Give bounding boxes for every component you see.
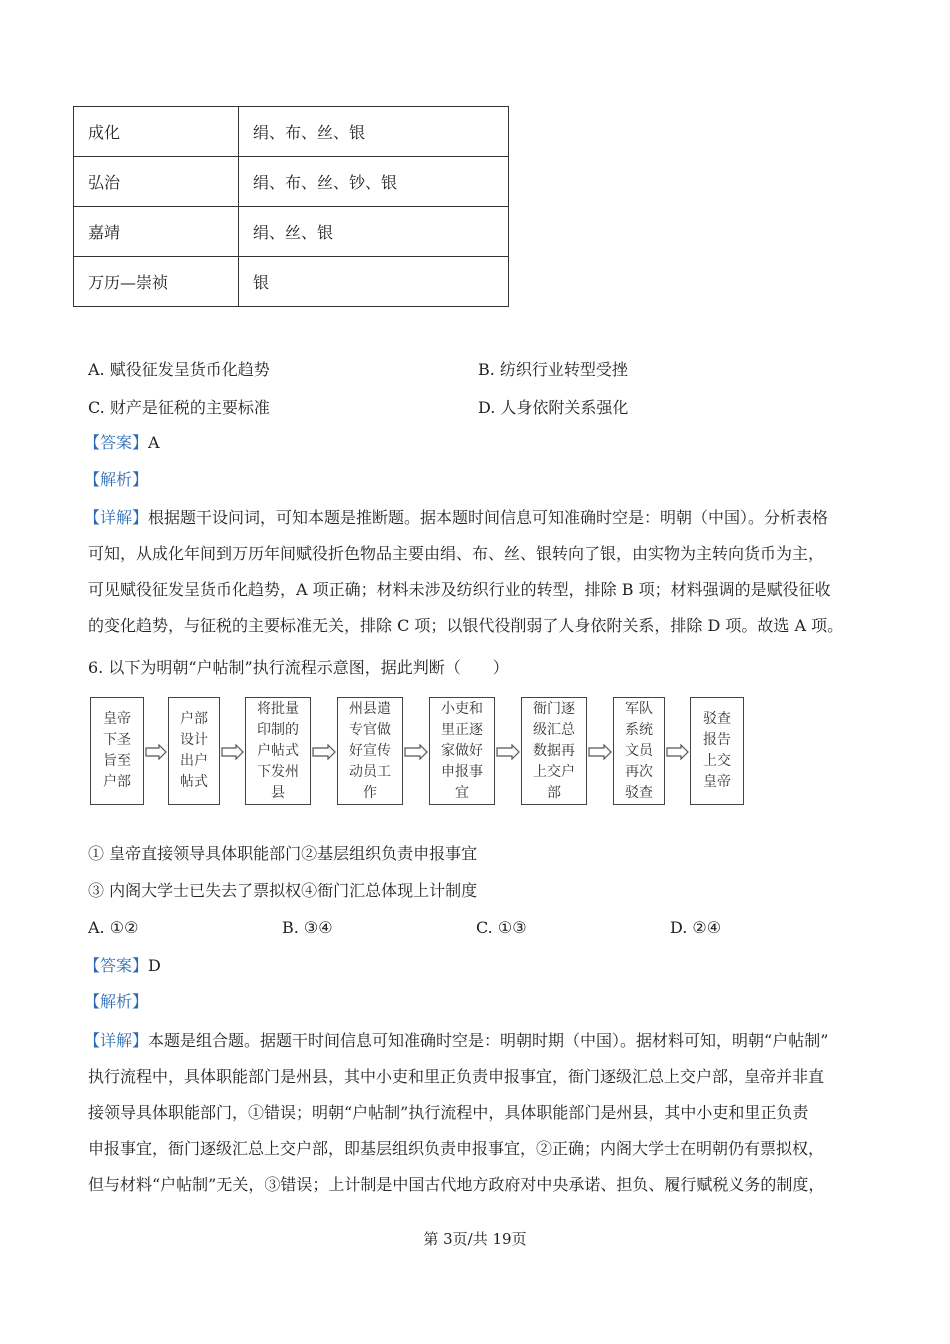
q6-option-a: A. ①② — [88, 918, 139, 937]
items-cell: 绢、丝、银 — [239, 207, 509, 257]
q6-option-c: C. ①③ — [476, 918, 527, 937]
flow-step-box — [90, 697, 144, 805]
q6-answer-value: D — [148, 956, 161, 975]
q5-detail-line: 根据题干设问词，可知本题是推断题。据本题时间信息可知准确时空是：明朝（中国）。分析表格 — [148, 508, 829, 527]
flow-step-text: 设计 — [180, 732, 208, 748]
page-footer: 第 3页/共 19页 — [423, 1230, 527, 1248]
q5-option-b: B. 纺织行业转型受挫 — [478, 360, 628, 379]
flow-step-text: 印制的 — [257, 721, 299, 738]
flow-step-text: 户部 — [103, 774, 131, 790]
arrow-right-icon — [496, 744, 520, 760]
items-cell: 绢、布、丝、银 — [239, 107, 509, 157]
flow-step-box — [690, 697, 744, 805]
flow-step-text: 上交户 — [533, 763, 575, 780]
q6-detail — [84, 1031, 874, 1211]
q6-detail-line: 本题是组合题。据题干时间信息可知准确时空是：明朝时期（中国）。据材料可知，明朝“户帖制” — [148, 1031, 829, 1050]
flow-step-text: 专官做 — [349, 721, 391, 738]
era-cell: 嘉靖 — [74, 207, 239, 257]
flow-step-text: 级汇总 — [533, 721, 575, 738]
q6-statement-1: ① 皇帝直接领导具体职能部门②基层组织负责申报事宜 — [88, 844, 478, 863]
q5-detail-label: 【详解】 — [84, 508, 149, 527]
arrow-right-icon — [221, 744, 244, 760]
flow-step-text: 将批量 — [257, 700, 299, 717]
flow-step-text: 小吏和 — [441, 700, 483, 717]
q6-option-d: D. ②④ — [670, 918, 722, 937]
flow-step-box — [245, 697, 311, 805]
flow-step-text: 衙门逐 — [533, 700, 575, 717]
flow-step-text: 户部 — [180, 711, 208, 727]
flow-step-text: 动员工 — [349, 763, 391, 780]
flow-step-text: 宜 — [455, 784, 469, 801]
tax-items-table — [73, 106, 509, 307]
q5-detail-line: 可知，从成化年间到万历年间赋役折色物品主要由绢、布、丝、银转向了银，由实物为主转向货币为主， — [88, 544, 825, 563]
flow-step-text: 户帖式 — [257, 742, 299, 759]
q6-stem: 6. 以下为明朝“户帖制”执行流程示意图，据此判断（ ） — [88, 658, 509, 677]
era-cell: 弘治 — [74, 157, 239, 207]
flow-step-text: 数据再 — [533, 742, 575, 759]
flow-step-text: 驳查 — [625, 784, 653, 801]
q6-statement-2: ③ 内阁大学士已失去了票拟权④衙门汇总体现上计制度 — [88, 881, 478, 900]
flow-step-text: 家做好 — [441, 742, 483, 759]
flow-step-box — [613, 697, 665, 805]
flow-step-text: 帖式 — [180, 774, 208, 790]
q5-answer — [84, 433, 160, 453]
arrow-right-icon — [145, 744, 167, 760]
flow-step-text: 下发州 — [257, 763, 299, 780]
flow-step-text: 报告 — [703, 732, 731, 748]
q5-detail-line: 的变化趋势，与征税的主要标准无关，排除 C 项；以银代役削弱了人身依附关系，排除 D 项。故选 A 项。 — [88, 616, 844, 635]
q6-detail-label: 【详解】 — [84, 1031, 149, 1050]
q5-detail-line: 可见赋役征发呈货币化趋势，A 项正确；材料未涉及纺织行业的转型，排除 B 项；材料强调的是赋役征收 — [88, 580, 831, 599]
flow-step-box — [168, 697, 220, 805]
flow-step-text: 驳查 — [703, 711, 731, 727]
flow-step-text: 系统 — [625, 721, 653, 738]
q5-option-d: D. 人身依附关系强化 — [478, 398, 629, 417]
flow-step-text: 文员 — [625, 742, 653, 759]
q5-option-c: C. 财产是征税的主要标准 — [88, 398, 270, 417]
flow-step-text: 县 — [271, 784, 285, 801]
q5-answer-value: A — [148, 433, 160, 452]
q6-detail-line: 执行流程中，具体职能部门是州县，其中小吏和里正负责申报事宜，衙门逐级汇总上交户部，皇帝并非直 — [88, 1067, 825, 1086]
q6-answer — [84, 956, 161, 976]
table-row — [74, 107, 509, 157]
table-row — [74, 207, 509, 257]
flow-step-text: 好宣传 — [349, 742, 391, 759]
flow-step-text: 出户 — [180, 753, 208, 769]
flow-step-box — [337, 697, 403, 805]
arrow-right-icon — [588, 744, 612, 760]
arrow-right-icon — [666, 744, 689, 760]
table-row — [74, 257, 509, 307]
q6-analysis-label: 【解析】 — [84, 992, 149, 1011]
flow-step-box — [521, 697, 587, 805]
flow-step-text: 皇帝 — [103, 711, 131, 727]
q5-option-a: A. 赋役征发呈货币化趋势 — [88, 360, 270, 379]
flow-step-box — [429, 697, 495, 805]
era-cell: 成化 — [74, 107, 239, 157]
flow-step-text: 下圣 — [103, 732, 131, 748]
q6-option-b: B. ③④ — [282, 918, 333, 937]
flow-step-text: 再次 — [625, 763, 653, 780]
arrow-right-icon — [404, 744, 428, 760]
arrow-right-icon — [312, 744, 336, 760]
flow-step-text: 军队 — [625, 700, 653, 717]
q6-answer-label: 【答案】 — [84, 956, 149, 975]
q5-answer-label: 【答案】 — [84, 433, 149, 452]
items-cell: 银 — [239, 257, 509, 307]
flow-step-text: 部 — [547, 784, 561, 801]
flow-step-text: 作 — [363, 784, 377, 801]
flow-step-text: 里正逐 — [441, 721, 483, 738]
flow-step-text: 州县遣 — [349, 700, 391, 717]
q5-detail — [84, 508, 874, 652]
era-cell: 万历—崇祯 — [74, 257, 239, 307]
flow-step-text: 皇帝 — [703, 774, 731, 790]
flow-step-text: 上交 — [703, 753, 731, 769]
flow-step-text: 旨至 — [103, 753, 131, 769]
flow-step-text: 申报事 — [441, 763, 483, 780]
q6-detail-line: 但与材料“户帖制”无关，③错误；上计制是中国古代地方政府对中央承诺、担负、履行赋税义务的制度， — [88, 1175, 825, 1194]
q6-detail-line: 接领导具体职能部门，①错误；明朝“户帖制”执行流程中，具体职能部门是州县，其中小吏和里正负责 — [88, 1103, 809, 1122]
q5-analysis-label: 【解析】 — [84, 470, 149, 489]
q6-detail-line: 申报事宜，衙门逐级汇总上交户部，即基层组织负责申报事宜，②正确；内阁大学士在明朝仍有票拟权， — [88, 1139, 825, 1158]
table-row — [74, 157, 509, 207]
items-cell: 绢、布、丝、钞、银 — [239, 157, 509, 207]
